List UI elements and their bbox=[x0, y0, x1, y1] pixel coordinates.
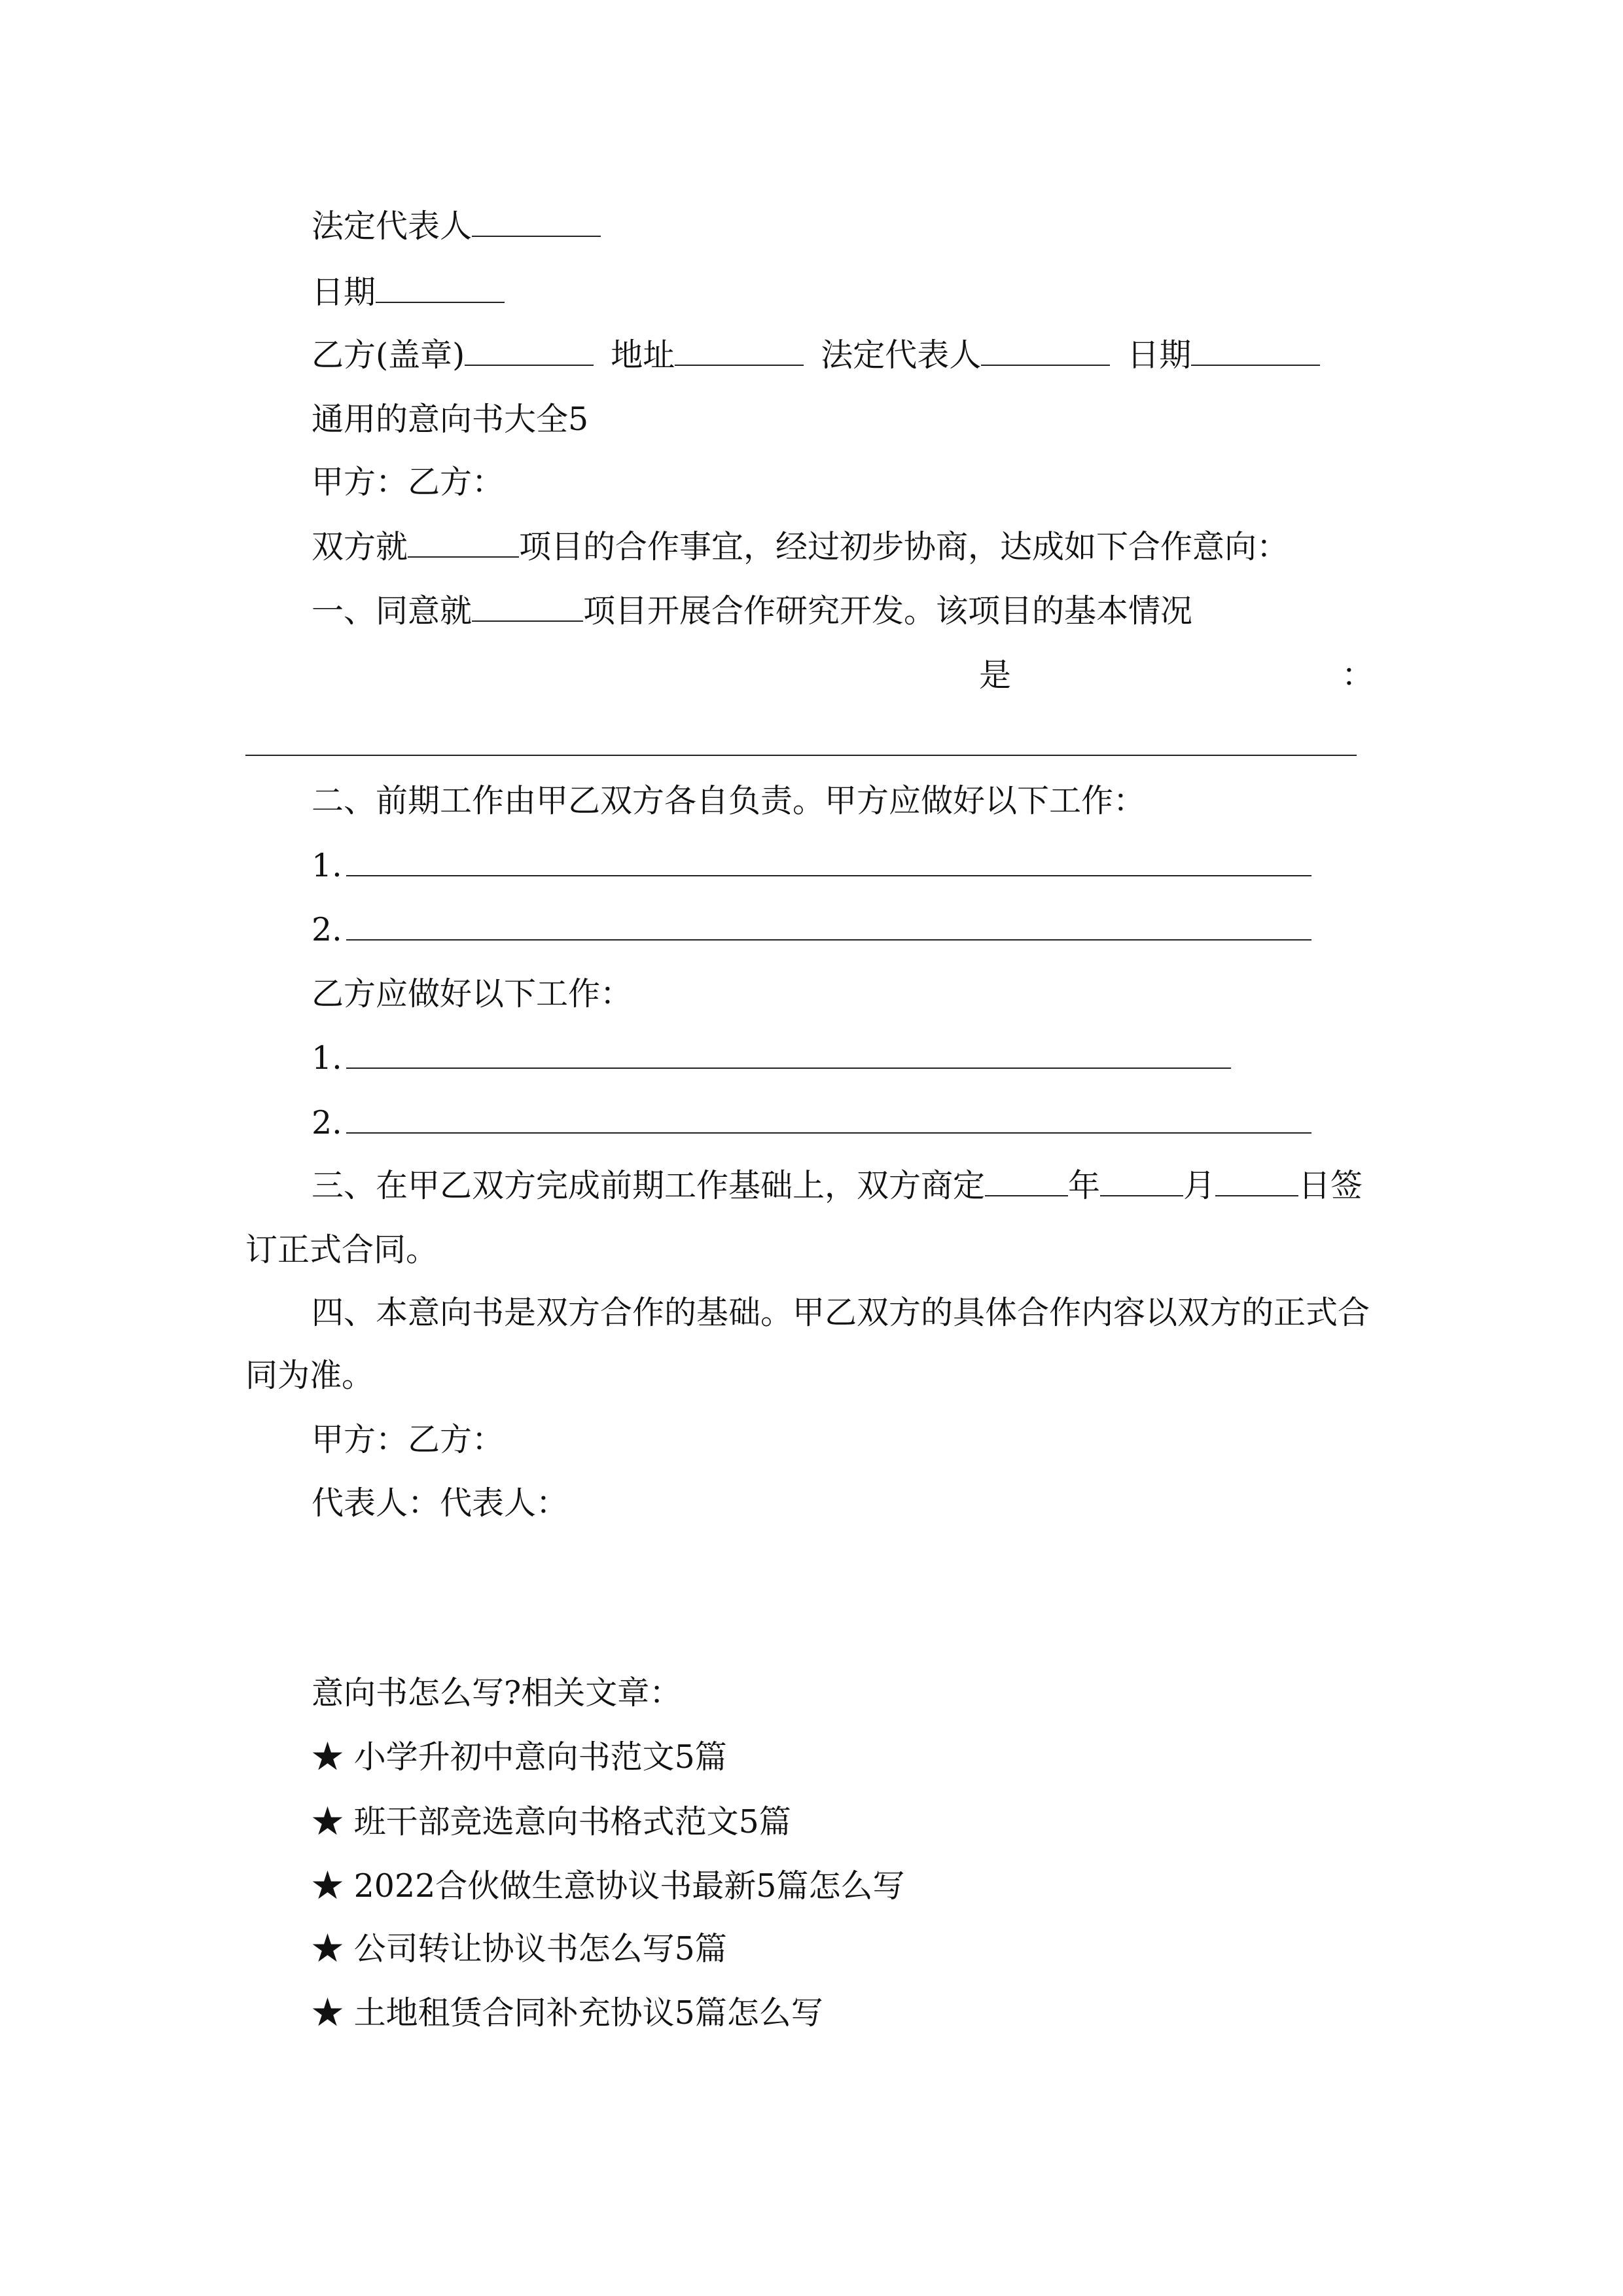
item-blank bbox=[346, 846, 1311, 876]
party-b-seal-label: 乙方(盖章) bbox=[312, 336, 465, 374]
day-label: 日签 bbox=[1298, 1167, 1363, 1204]
party-a-item-1 bbox=[312, 846, 1311, 886]
date-line bbox=[312, 273, 505, 312]
month-blank bbox=[1100, 1166, 1183, 1196]
month-label: 月 bbox=[1183, 1167, 1216, 1204]
item-blank bbox=[346, 1039, 1231, 1069]
item-number: 2. bbox=[312, 1104, 342, 1141]
related-heading: 意向书怎么写?相关文章： bbox=[312, 1674, 682, 1712]
section-title: 通用的意向书大全5 bbox=[312, 401, 589, 438]
date-b-label: 日期 bbox=[1127, 336, 1192, 374]
party-b-heading: 乙方应做好以下工作： bbox=[312, 975, 633, 1013]
year-blank bbox=[985, 1166, 1068, 1196]
date-b-blank bbox=[1191, 336, 1320, 366]
project-blank bbox=[408, 528, 519, 558]
clause1-before: 一、同意就 bbox=[312, 592, 473, 630]
clause2-line: 二、前期工作由甲乙双方各自负责。甲方应做好以下工作： bbox=[312, 782, 1146, 819]
legal-rep-line bbox=[312, 207, 601, 246]
legal-rep-label: 法定代表人 bbox=[312, 207, 473, 245]
star-icon: ★ bbox=[312, 1867, 344, 1905]
related-link-text[interactable]: 班干部竞选意向书格式范文5篇 bbox=[353, 1803, 791, 1840]
clause1-is: 是 bbox=[979, 656, 1012, 694]
party-b-seal-blank bbox=[465, 336, 594, 366]
parties-line: 甲方：乙方： bbox=[312, 463, 505, 501]
clause4-line2: 同为准。 bbox=[245, 1357, 374, 1394]
party-b-line bbox=[312, 336, 1320, 375]
item-blank bbox=[346, 910, 1311, 941]
fill-in-rule bbox=[245, 755, 1357, 756]
party-a-item-2 bbox=[312, 910, 1311, 950]
item-blank bbox=[346, 1103, 1311, 1134]
related-link-4[interactable] bbox=[312, 1929, 727, 1969]
related-link-2[interactable] bbox=[312, 1803, 791, 1842]
clause4-line1: 四、本意向书是双方合作的基础。甲乙双方的具体合作内容以双方的正式合 bbox=[312, 1294, 1370, 1331]
date-blank bbox=[376, 273, 505, 303]
party-b-item-1 bbox=[312, 1039, 1231, 1078]
related-link-1[interactable] bbox=[312, 1738, 727, 1777]
clause1-colon: ： bbox=[1342, 656, 1374, 694]
legal-rep-b-blank bbox=[981, 336, 1110, 366]
related-link-5[interactable] bbox=[312, 1994, 823, 2033]
intro-line bbox=[312, 528, 1289, 567]
signature-parties: 甲方：乙方： bbox=[312, 1421, 505, 1458]
day-blank bbox=[1215, 1166, 1298, 1196]
star-icon: ★ bbox=[312, 1930, 344, 1967]
year-label: 年 bbox=[1068, 1167, 1101, 1204]
clause1-project-blank bbox=[472, 592, 583, 622]
star-icon: ★ bbox=[312, 1994, 344, 2032]
intro-before: 双方就 bbox=[312, 528, 408, 565]
related-link-text[interactable]: 公司转让协议书怎么写5篇 bbox=[353, 1930, 727, 1967]
date-label: 日期 bbox=[312, 274, 376, 311]
party-b-item-2 bbox=[312, 1103, 1311, 1143]
item-number: 2. bbox=[312, 911, 342, 948]
related-link-text[interactable]: 小学升初中意向书范文5篇 bbox=[353, 1738, 727, 1776]
item-number: 1. bbox=[312, 1039, 342, 1077]
legal-rep-b-label: 法定代表人 bbox=[821, 336, 982, 374]
clause1-line bbox=[312, 592, 1192, 631]
related-link-3[interactable] bbox=[312, 1867, 904, 1906]
clause3-continuation: 订正式合同。 bbox=[245, 1231, 438, 1268]
clause1-after: 项目开展合作研究开发。该项目的基本情况 bbox=[583, 592, 1193, 630]
legal-rep-blank bbox=[472, 207, 601, 237]
related-link-text[interactable]: 土地租赁合同补充协议5篇怎么写 bbox=[353, 1994, 823, 2032]
address-label: 地址 bbox=[611, 336, 675, 374]
star-icon: ★ bbox=[312, 1803, 344, 1840]
item-number: 1. bbox=[312, 847, 342, 884]
clause3-before: 三、在甲乙双方完成前期工作基础上，双方商定 bbox=[312, 1167, 986, 1204]
clause3-line bbox=[312, 1166, 1363, 1206]
related-link-text[interactable]: 2022合伙做生意协议书最新5篇怎么写 bbox=[353, 1867, 905, 1905]
signature-reps: 代表人：代表人： bbox=[312, 1484, 569, 1522]
address-blank bbox=[675, 336, 804, 366]
intro-after: 项目的合作事宜，经过初步协商，达成如下合作意向： bbox=[519, 528, 1289, 565]
star-icon: ★ bbox=[312, 1738, 344, 1776]
